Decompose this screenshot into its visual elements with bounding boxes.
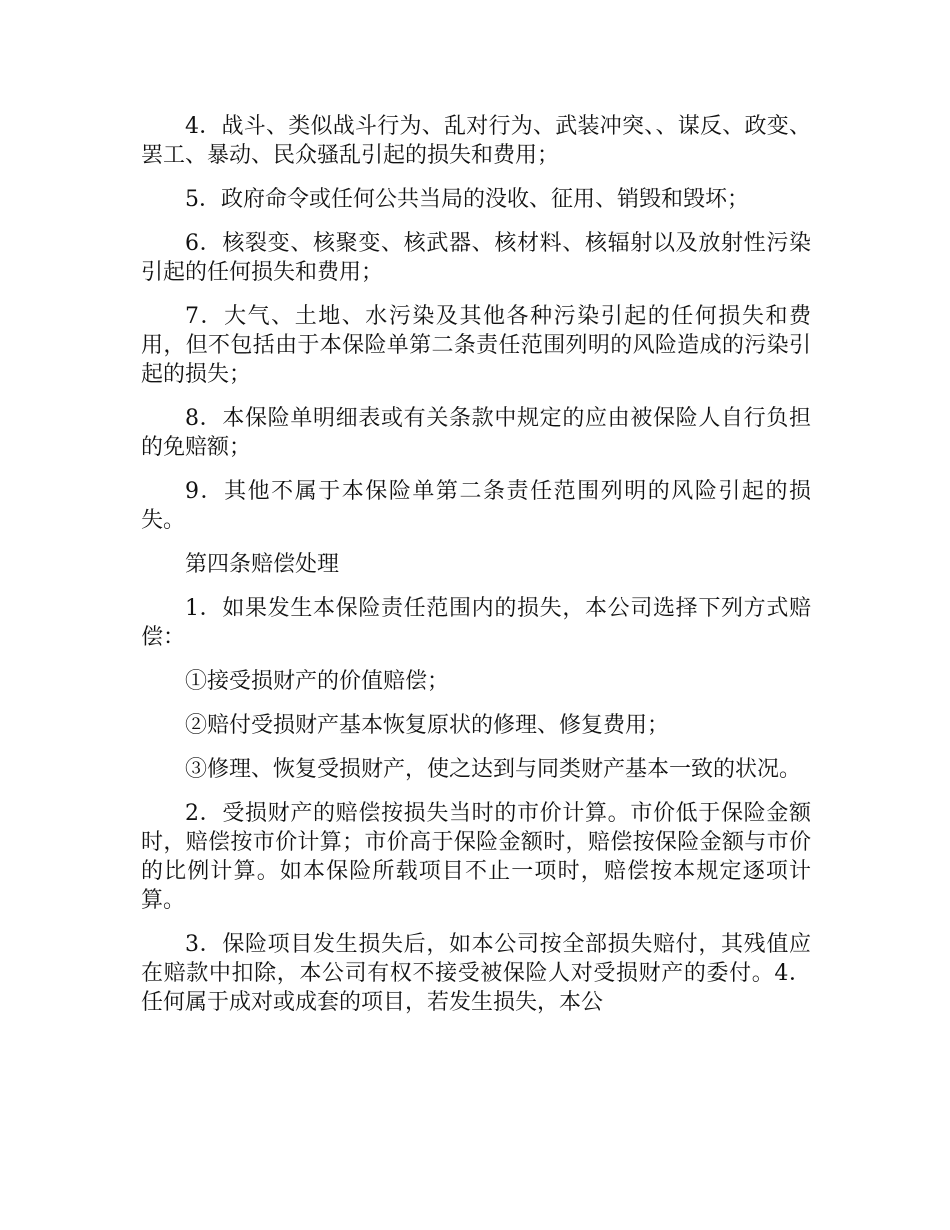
section-heading-article-4: 第四条赔偿处理 [185, 552, 340, 577]
paragraph-option-3: ③修理、恢复受损财产，使之达到与同类财产基本一致的状况。 [185, 757, 802, 782]
paragraph-option-2: ②赔付受损财产基本恢复原状的修理、修复费用； [185, 713, 670, 738]
paragraph-exclusion-6: 6．核裂变、核聚变、核武器、核材料、核辐射以及放射性污染引起的任何损失和费用； [141, 231, 811, 285]
paragraph-claims-1: 1．如果发生本保险责任范围内的损失，本公司选择下列方式赔偿： [141, 596, 811, 650]
paragraph-claims-3: 3．保险项目发生损失后，如本公司按全部损失赔付，其残值应在赔款中扣除，本公司有权不接受被保险人对受损财产的委付。4．任何属于成对或成套的项目，若发生损失，本公 [141, 932, 811, 1015]
document-body [141, 112, 811, 1032]
paragraph-claims-2: 2．受损财产的赔偿按损失当时的市价计算。市价低于保险金额时，赔偿按市价计算；市价高于保险金额时，赔偿按保险金额与市价的比例计算。如本保险所载项目不止一项时，赔偿按本规定逐项计算。 [141, 801, 811, 913]
paragraph-exclusion-4: 4．战斗、类似战斗行为、乱对行为、武装冲突、、谋反、政变、罢工、暴动、民众骚乱引起的损失和费用； [141, 114, 811, 168]
paragraph-exclusion-9: 9．其他不属于本保险单第二条责任范围列明的风险引起的损失。 [141, 479, 811, 533]
paragraph-exclusion-5: 5．政府命令或任何公共当局的没收、征用、销毁和毁坏； [185, 187, 749, 212]
paragraph-exclusion-7: 7．大气、土地、水污染及其他各种污染引起的任何损失和费用，但不包括由于本保险单第二条责任范围列明的风险造成的污染引起的损失； [141, 304, 811, 387]
paragraph-option-1: ①接受损财产的价值赔偿； [185, 669, 450, 694]
paragraph-exclusion-8: 8．本保险单明细表或有关条款中规定的应由被保险人自行负担的免赔额； [141, 406, 811, 460]
